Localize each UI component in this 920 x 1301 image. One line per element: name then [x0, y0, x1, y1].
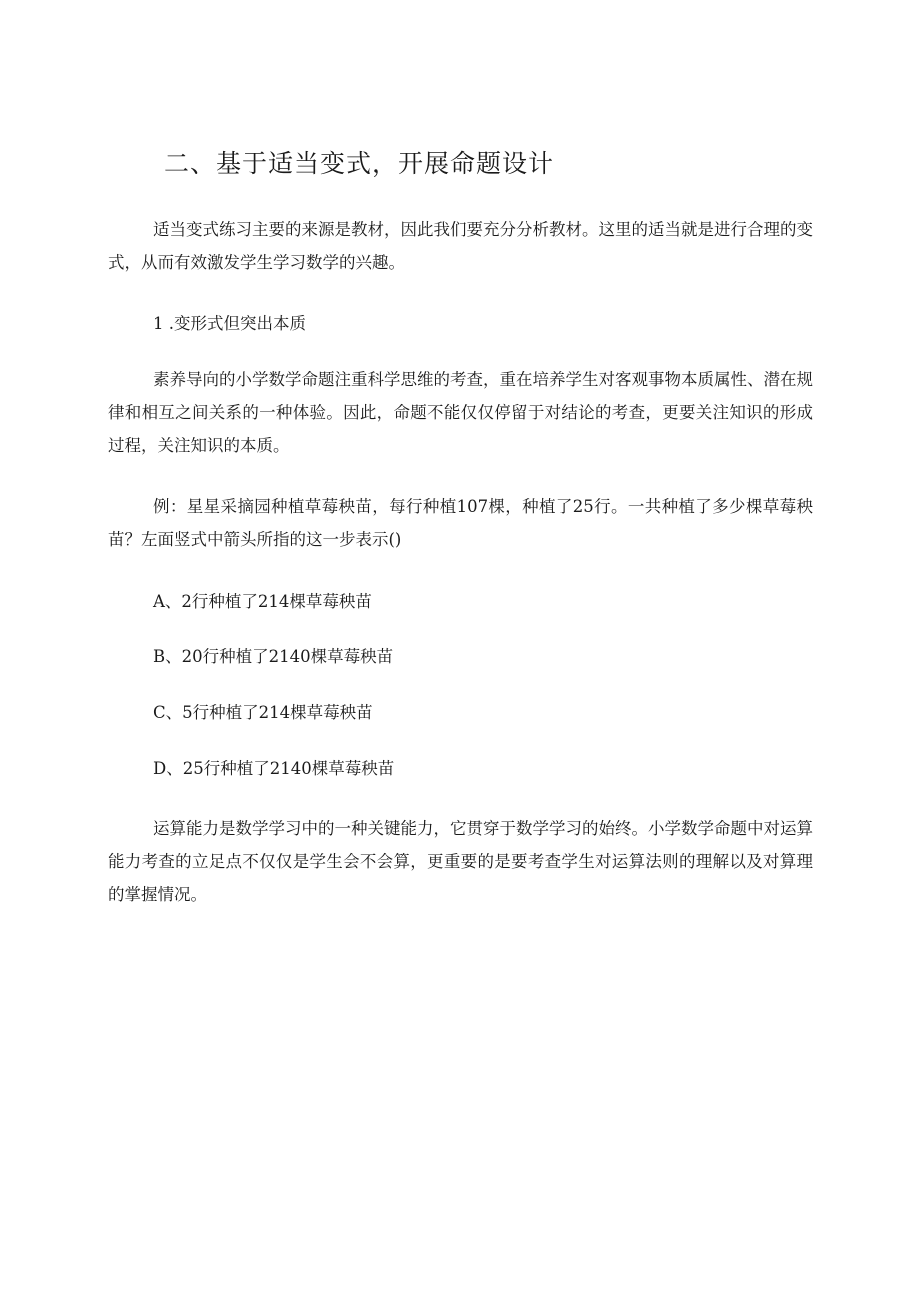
- example-question: 例：星星采摘园种植草莓秧苗，每行种植107棵，种植了25行。一共种植了多少棵草莓秧苗？左面竖式中箭头所指的这一步表示(): [108, 497, 813, 549]
- intro-paragraph: 适当变式练习主要的来源是教材，因此我们要充分分析教材。这里的适当就是进行合理的变式，从而有效激发学生学习数学的兴趣。: [108, 220, 813, 272]
- option-d: D、25行种植了2140棵草莓秧苗: [153, 759, 395, 778]
- subsection-heading: 1 .变形式但突出本质: [153, 314, 306, 333]
- section-heading: 二、基于适当变式，开展命题设计: [164, 149, 555, 178]
- computation-paragraph: 运算能力是数学学习中的一种关键能力，它贯穿于数学学习的始终。小学数学命题中对运算能力考查的立足点不仅仅是学生会不会算，更重要的是要考查学生对运算法则的理解以及对算理的掌握情况。: [108, 819, 813, 904]
- option-b: B、20行种植了2140棵草莓秧苗: [153, 647, 394, 666]
- option-a: A、2行种植了214棵草莓秧苗: [153, 592, 372, 611]
- literacy-paragraph: 素养导向的小学数学命题注重科学思维的考查，重在培养学生对客观事物本质属性、潜在规律和相互之间关系的一种体验。因此，命题不能仅仅停留于对结论的考查，更要关注知识的形成过程，关注知识的本质。: [108, 370, 813, 455]
- option-c: C、5行种植了214棵草莓秧苗: [153, 703, 373, 722]
